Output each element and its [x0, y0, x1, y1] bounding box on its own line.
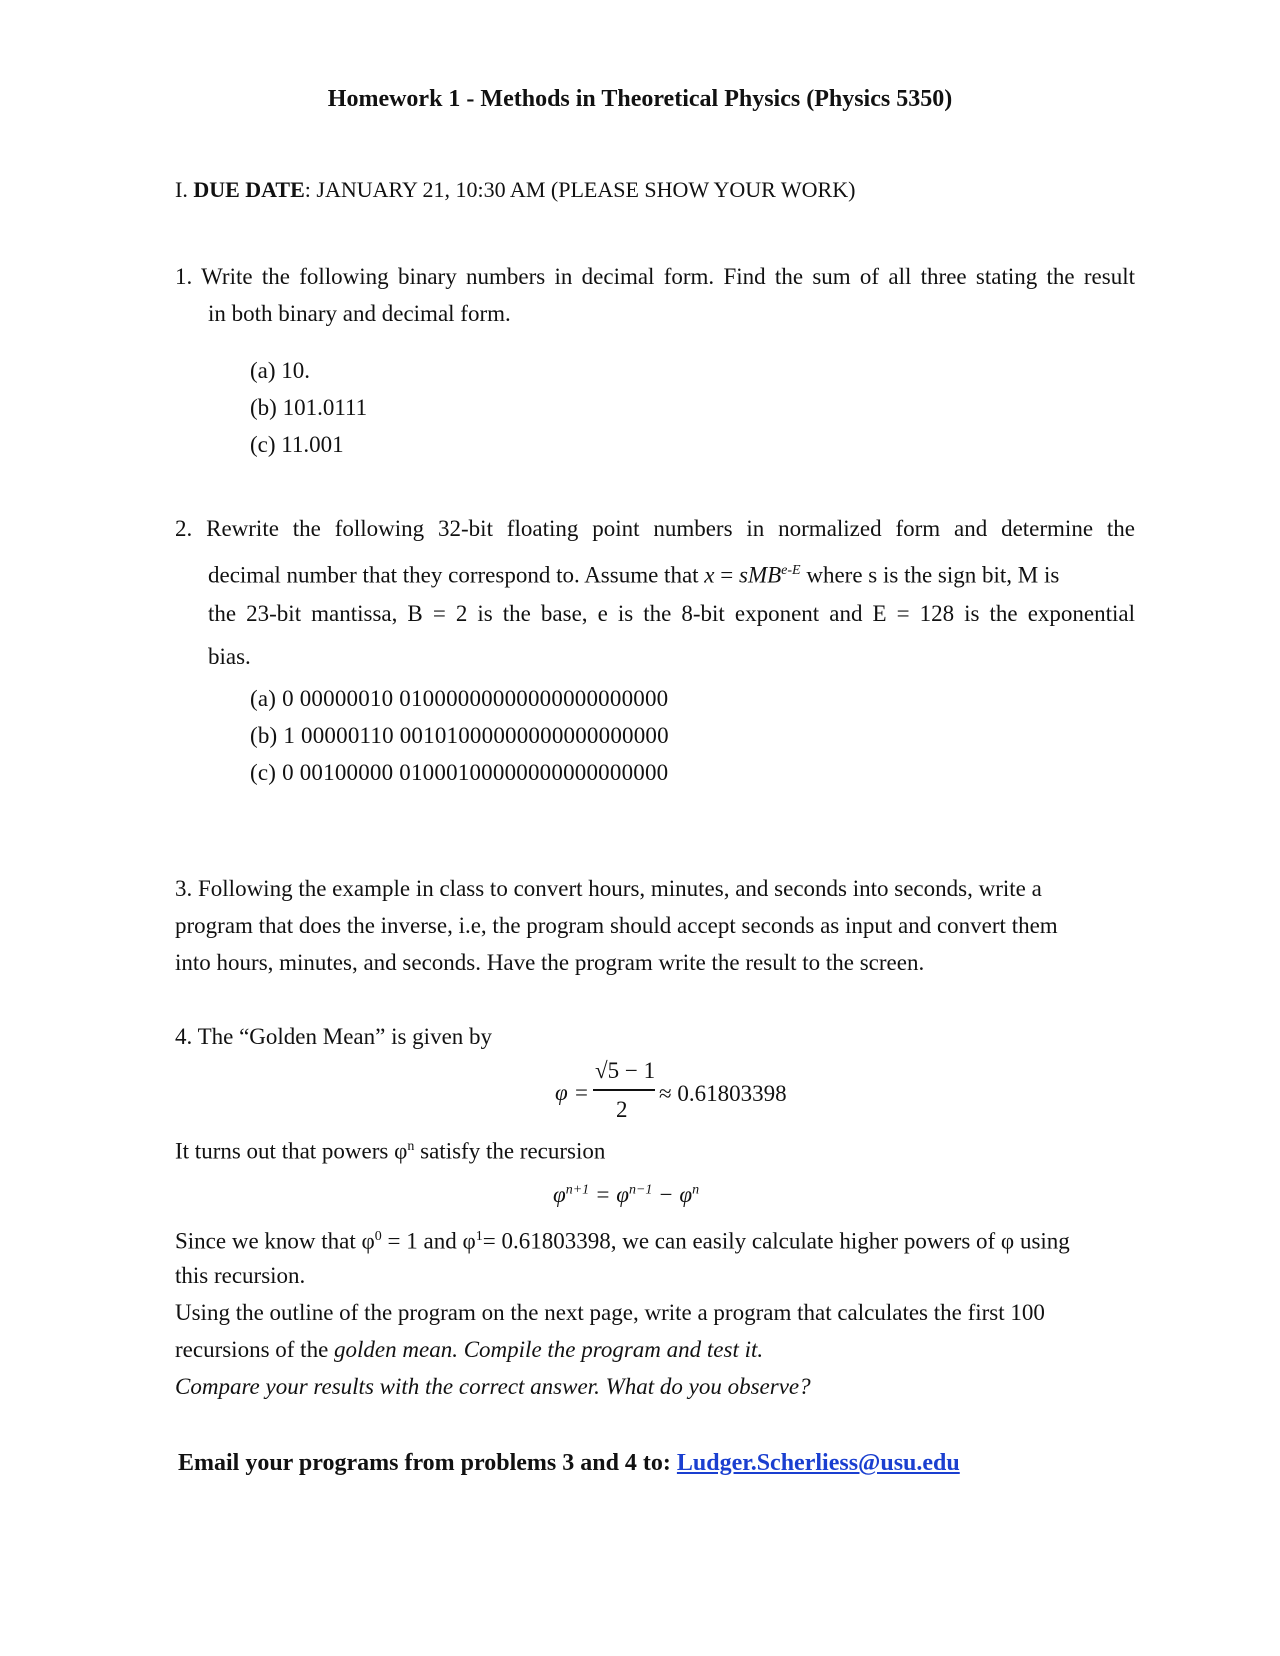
q2-equals: = [714, 562, 739, 588]
rec-mid-sup: n−1 [628, 1182, 653, 1198]
q4-outline-line2 [175, 1331, 763, 1368]
q4-since-line2: this recursion. [175, 1263, 306, 1288]
q2-line4: bias. [208, 644, 251, 669]
since-mid: = 1 and φ [381, 1228, 476, 1254]
q2-line3: the 23-bit mantissa, B = 2 is the base, e is the 8-bit exponent and E = 128 is the exponential [208, 601, 1135, 626]
rec-rhs-sup: n [692, 1182, 700, 1198]
q2-line2-text: decimal number that they correspond to. Assume that [208, 562, 705, 588]
powers-rest: satisfy the recursion [414, 1138, 606, 1164]
q1-line2: in both binary and decimal form. [208, 301, 511, 326]
phi-denominator: 2 [616, 1097, 628, 1122]
since-sup1: 1 [475, 1229, 483, 1244]
q1-line1: 1. Write the following binary numbers in decimal form. Find the sum of all three stating the result [175, 264, 1135, 289]
since-sup0: 0 [374, 1229, 382, 1244]
q2-line1: 2. Rewrite the following 32-bit floating point numbers in normalized form and determine the [175, 516, 1135, 541]
q2-line2-rest: where s is the sign bit, M is [800, 562, 1060, 588]
outline2-italic: golden mean. Compile the program and test it. [334, 1337, 764, 1362]
due-label: DUE DATE [193, 177, 305, 202]
email-text: Email your programs from problems 3 and 4 to: [178, 1450, 677, 1476]
q4-intro: 4. The “Golden Mean” is given by [175, 1024, 493, 1049]
q2-smb: sMB [739, 562, 782, 588]
q2-item-b: (b) 1 00000110 00101000000000000000000 [250, 723, 669, 748]
q1-item-a: (a) 10. [250, 358, 311, 383]
since-rest: = 0.61803398, we can easily calculate higher powers of φ using [482, 1228, 1070, 1254]
q2-exponent: e-E [781, 563, 801, 578]
due-date-line [175, 177, 855, 203]
email-line [178, 1450, 960, 1477]
q4-outline-line3: Compare your results with the correct answer. What do you observe? [175, 1374, 811, 1399]
q2-var-x: x [704, 562, 715, 588]
email-link[interactable]: Ludger.Scherliess@usu.edu [676, 1450, 960, 1476]
fraction-bar [593, 1089, 655, 1091]
powers-text: It turns out that powers φ [175, 1138, 408, 1164]
phi-symbol: φ = [555, 1080, 589, 1105]
rec-lhs-sup: n+1 [565, 1182, 590, 1198]
phi-numerator: √5 − 1 [595, 1058, 656, 1083]
q3-line1: 3. Following the example in class to convert hours, minutes, and seconds into seconds, write a [175, 876, 1042, 901]
q4-outline-line1: Using the outline of the program on the next page, write a program that calculates the first 100 [175, 1300, 1045, 1325]
q3-line3: into hours, minutes, and seconds. Have the program write the result to the screen. [175, 950, 925, 975]
rec-rhs: − φ [652, 1182, 693, 1207]
q1-item-b: (b) 101.0111 [250, 395, 368, 420]
q2-item-a: (a) 0 00000010 01000000000000000000000 [250, 686, 669, 711]
q1-item-c: (c) 11.001 [250, 432, 344, 457]
q4-powers-line [175, 1128, 605, 1170]
due-text: : JANUARY 21, 10:30 AM (PLEASE SHOW YOUR WORK) [304, 177, 856, 202]
rec-lhs: φ [553, 1182, 566, 1207]
phi-approx: ≈ 0.61803398 [659, 1081, 787, 1106]
recursion-equation [553, 1182, 699, 1208]
since-text: Since we know that φ [175, 1228, 375, 1254]
due-prefix: I. [175, 177, 194, 202]
powers-sup: n [407, 1139, 415, 1154]
q2-item-c: (c) 0 00100000 01000100000000000000000 [250, 760, 669, 785]
rec-mid: = φ [589, 1182, 629, 1207]
q4-since-line [175, 1218, 1070, 1260]
q3-line2: program that does the inverse, i.e, the program should accept seconds as input and convert them [175, 913, 1058, 938]
outline2-text: recursions of the [175, 1337, 335, 1362]
page-title: Homework 1 - Methods in Theoretical Physics (Physics 5350) [327, 86, 953, 112]
q2-line2 [208, 552, 1135, 594]
